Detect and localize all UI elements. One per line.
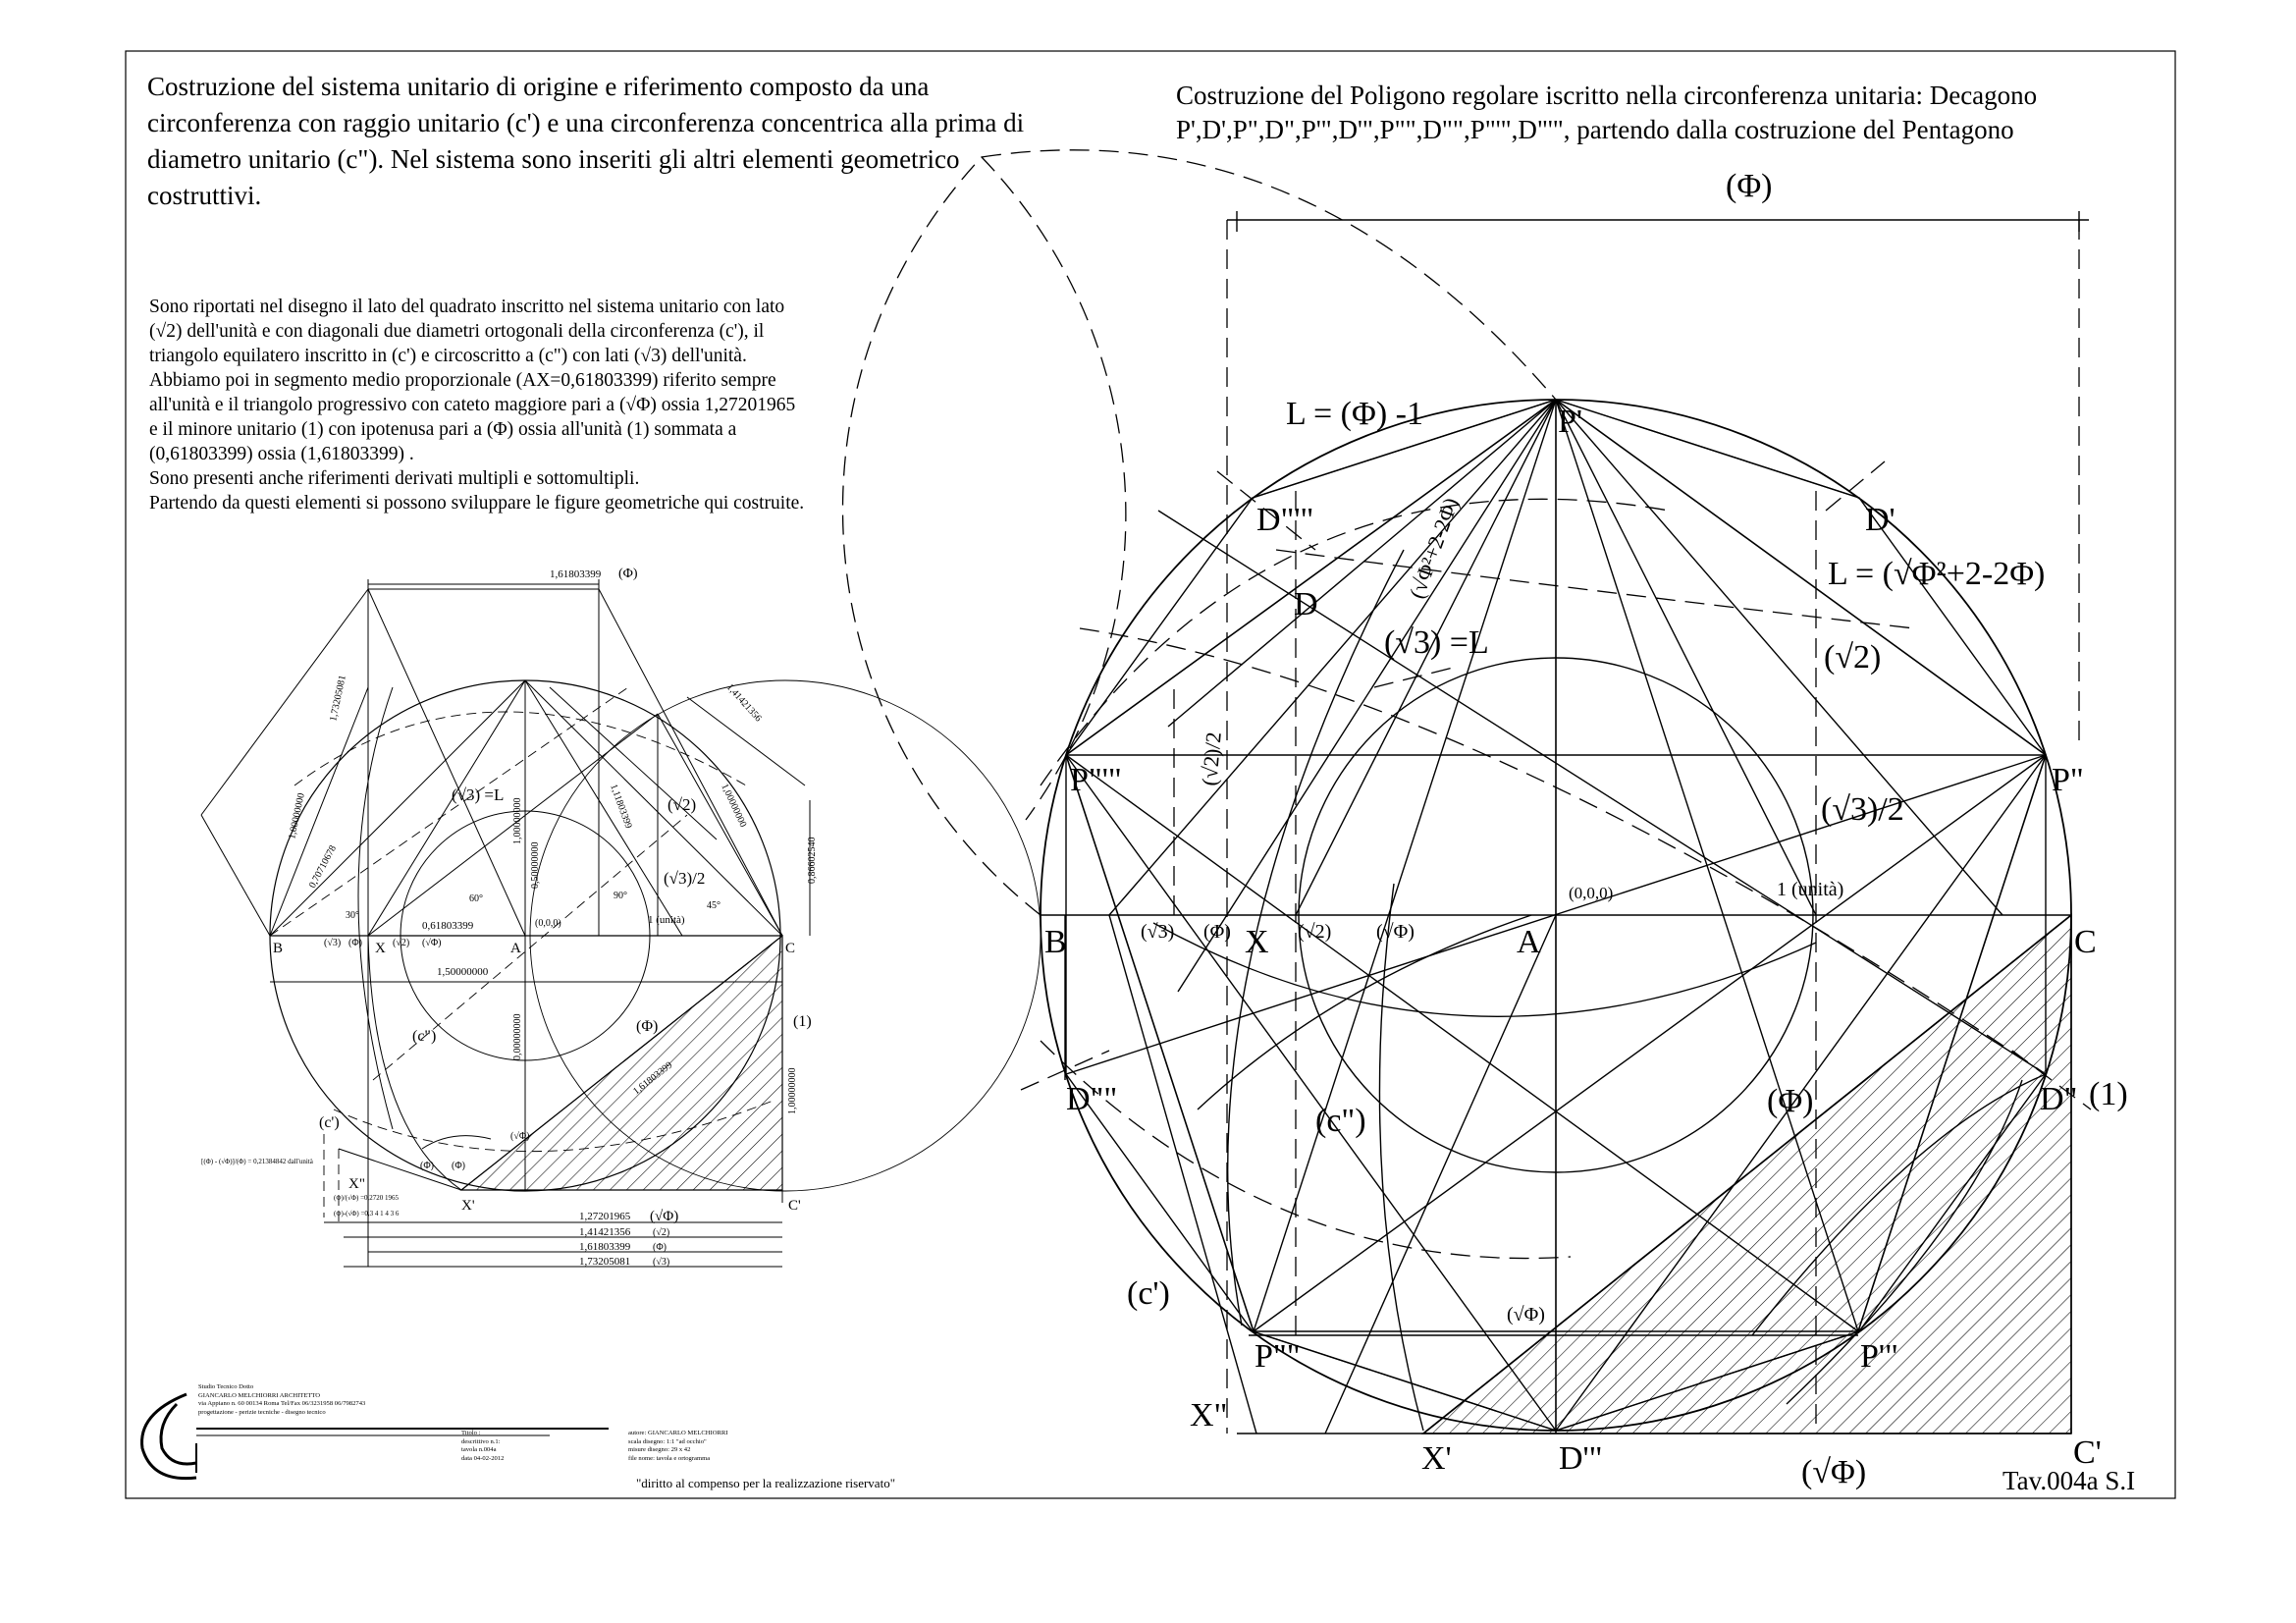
label-sqrt-phi-bottom: (√Φ)	[1801, 1454, 1867, 1490]
caption-line: data 04-02-2012	[461, 1454, 505, 1462]
svg-text:1,61803399: 1,61803399	[550, 568, 602, 580]
description-line: Partendo da questi elementi si possono sviluppare le figure geometriche qui costruite.	[149, 493, 805, 514]
svg-text:90°: 90°	[614, 891, 627, 901]
description-line: Sono riportati nel disegno il lato del quadrato inscritto nel sistema unitario con lato	[149, 297, 785, 317]
studio-line: GIANCARLO MELCHIORRI ARCHITETTO	[198, 1391, 321, 1399]
description-line: (0,61803399) ossia (1,61803399) .	[149, 444, 414, 464]
author-line: misure disegno: 29 x 42	[628, 1446, 691, 1454]
caption-line: descrittivo n.1:	[461, 1437, 501, 1445]
description-line: e il minore unitario (1) con ipotenusa pari a (Φ) ossia all'unità (1) sommata a	[149, 419, 737, 440]
label-c2: (c")	[1315, 1103, 1366, 1139]
right-title-line: Costruzione del Poligono regolare iscritto nella circonferenza unitaria: Decagono	[1176, 81, 2038, 110]
svg-text:30°: 30°	[346, 910, 359, 921]
label-base-phi: (Φ)	[1203, 921, 1231, 943]
point-X: X	[1245, 924, 1269, 960]
point-A: A	[1517, 924, 1541, 960]
svg-text:(√3): (√3)	[324, 938, 342, 948]
point-X2: X"	[1190, 1397, 1228, 1434]
svg-text:(Φ)-(√Φ) =0,3 4 1 4 3 6: (Φ)-(√Φ) =0,3 4 1 4 3 6	[334, 1210, 400, 1217]
svg-text:(0,0,0): (0,0,0)	[535, 918, 561, 929]
svg-text:1,73205081: 1,73205081	[328, 674, 348, 723]
svg-text:A: A	[510, 941, 521, 956]
svg-text:X: X	[375, 941, 386, 956]
svg-text:1,41421356: 1,41421356	[579, 1226, 631, 1238]
left-description	[149, 295, 954, 515]
description-line: Sono presenti anche riferimenti derivati multipli e sottomultipli.	[149, 468, 640, 489]
point-C: C	[2074, 924, 2097, 960]
svg-text:1,27201965: 1,27201965	[579, 1211, 631, 1222]
description-line: Abbiamo poi in segmento medio proporzionale (AX=0,61803399) riferito sempre	[149, 370, 776, 391]
svg-text:1,11803399: 1,11803399	[608, 783, 634, 831]
point-P4: P""	[1255, 1338, 1301, 1375]
point-B: B	[1044, 924, 1067, 960]
svg-text:1,41421356: 1,41421356	[723, 681, 764, 725]
description-line: triangolo equilatero inscritto in (c') e circoscritto a (c") con lati (√3) dell'unità.	[149, 346, 747, 366]
svg-text:(1): (1)	[793, 1013, 812, 1030]
point-D: D	[1294, 586, 1318, 622]
svg-text:(Φ): (Φ)	[452, 1161, 465, 1171]
svg-text:(√Φ): (√Φ)	[650, 1209, 679, 1224]
svg-text:X': X'	[461, 1198, 475, 1214]
svg-text:1,00000000: 1,00000000	[719, 782, 749, 830]
svg-text:1,00000000: 1,00000000	[287, 791, 307, 840]
svg-text:0,86602540: 0,86602540	[807, 837, 818, 884]
svg-text:(Φ)/(√Φ) =0,2720 1965: (Φ)/(√Φ) =0,2720 1965	[334, 1194, 400, 1202]
point-P2: P"	[2052, 762, 2084, 798]
point-D5: D"'"	[1256, 502, 1314, 538]
svg-text:(Φ): (Φ)	[348, 938, 362, 948]
point-D2: D"	[2040, 1081, 2078, 1117]
svg-text:[(Φ) - (√Φ)]/(Φ) = 0,21384842: [(Φ) - (√Φ)]/(Φ) = 0,21384842 dall'unità	[201, 1158, 313, 1165]
svg-text:(Φ): (Φ)	[636, 1018, 659, 1035]
label-unit: 1 (unità)	[1777, 879, 1844, 900]
label-sqrt3-half: (√3)/2	[1821, 791, 1904, 828]
studio-line: via Appiano n. 60 00134 Roma Tel/Fax 06/3231958 06/7982743	[198, 1400, 366, 1408]
label-base-sqrtphi: (√Φ)	[1376, 921, 1415, 943]
svg-text:0,00000000: 0,00000000	[512, 1013, 523, 1060]
label-diag-formula: (√Φ²+2-2Φ)	[1404, 494, 1464, 602]
svg-text:1,61803399: 1,61803399	[631, 1059, 675, 1098]
author-line: scala disegno: 1:1 "ad occhio"	[628, 1437, 707, 1445]
svg-text:45°: 45°	[707, 900, 721, 911]
svg-text:(√Φ): (√Φ)	[422, 938, 442, 948]
label-sqrt-phi-small: (√Φ)	[1507, 1304, 1545, 1325]
svg-text:1,50000000: 1,50000000	[437, 966, 489, 978]
svg-text:B: B	[273, 941, 284, 956]
svg-text:1 (unità): 1 (unità)	[648, 914, 685, 926]
svg-text:(Φ): (Φ)	[653, 1242, 667, 1253]
caption-line: Titolo :	[461, 1430, 481, 1436]
point-D1: D'	[1865, 502, 1896, 538]
svg-text:60°: 60°	[469, 893, 483, 904]
svg-text:1,00000000: 1,00000000	[512, 797, 523, 844]
label-sqrt3-L: (√3) =L	[1384, 624, 1489, 661]
svg-text:(√2): (√2)	[393, 938, 410, 948]
label-L-phi: L = (Φ) -1	[1286, 396, 1424, 432]
studio-block	[198, 1383, 630, 1417]
svg-text:(c"): (c")	[412, 1028, 437, 1045]
svg-text:0,70710678: 0,70710678	[306, 843, 339, 891]
svg-text:(√3)/2: (√3)/2	[664, 869, 706, 888]
svg-text:1,00000000: 1,00000000	[787, 1067, 798, 1114]
right-title	[1176, 79, 2275, 147]
label-sqrt2: (√2)	[1824, 639, 1882, 676]
svg-text:(c'): (c')	[319, 1114, 340, 1131]
svg-text:0,50000000: 0,50000000	[530, 841, 541, 889]
svg-text:0,61803399: 0,61803399	[422, 920, 474, 932]
svg-text:(√3): (√3)	[653, 1257, 670, 1268]
description-line: (√2) dell'unità e con diagonali due diametri ortogonali della circonferenza (c'), il	[149, 321, 765, 342]
right-figure	[1041, 211, 2089, 1434]
label-phi-mid: (Φ)	[1767, 1083, 1814, 1119]
point-P1: P'	[1558, 404, 1583, 440]
label-L-formula: L = (√Φ²+2-2Φ)	[1828, 556, 2046, 592]
author-line: file nome: tavola e ortogramma	[628, 1454, 711, 1462]
svg-text:X": X"	[348, 1176, 365, 1192]
label-origin: (0,0,0)	[1569, 884, 1614, 902]
svg-text:(√2): (√2)	[653, 1227, 670, 1238]
author-line: autore: GIANCARLO MELCHIORRI	[628, 1430, 728, 1436]
point-P5: P"'"	[1070, 762, 1122, 798]
author-block	[628, 1430, 825, 1463]
point-D4: D""	[1066, 1081, 1118, 1117]
left-figure	[201, 579, 1041, 1267]
tavola-id: Tav.004a S.I	[2002, 1466, 2136, 1495]
label-phi-top: (Φ)	[1726, 168, 1773, 204]
studio-line: progettazione - perizie tecniche - disegno tecnico	[198, 1408, 326, 1416]
svg-text:C': C'	[788, 1198, 801, 1214]
svg-text:(√3) =L: (√3) =L	[452, 785, 505, 804]
label-one: (1)	[2089, 1076, 2128, 1112]
point-C1: C'	[2073, 1434, 2102, 1471]
caption-line: tavola n.004a	[461, 1446, 497, 1454]
svg-text:(√2): (√2)	[667, 795, 697, 814]
svg-text:1,73205081: 1,73205081	[579, 1256, 631, 1268]
left-title: Costruzione del sistema unitario di origine e riferimento composto da una circonferenza con raggio unitario (c') e una circonferenza concentrica alla prima di diametro unitario (c"). Nel sistema sono inseriti gli altri elementi geometrico costruttivi.	[147, 72, 1025, 210]
label-base-sqrt3: (√3)	[1141, 921, 1175, 943]
svg-text:(Φ): (Φ)	[618, 567, 638, 581]
svg-text:C: C	[785, 941, 796, 956]
label-sqrt2-half: (√2)/2	[1197, 730, 1226, 787]
svg-text:(√Φ): (√Φ)	[510, 1131, 530, 1142]
point-P3: P'"	[1860, 1338, 1898, 1375]
right-title-line: P',D',P",D",P'",D'",P"",D"",P"'",D"'", partendo dalla costruzione del Pentagono	[1176, 115, 2014, 144]
studio-line: Studio Tecnico Dotto	[198, 1383, 254, 1390]
rights-notice: "diritto al compenso per la realizzazione riservato"	[636, 1476, 895, 1490]
point-X1: X'	[1421, 1440, 1452, 1477]
svg-text:1,61803399: 1,61803399	[579, 1241, 631, 1253]
label-c1: (c')	[1127, 1275, 1170, 1312]
caption-block	[461, 1430, 618, 1463]
svg-text:(Φ): (Φ)	[420, 1161, 434, 1171]
description-line: all'unità e il triangolo progressivo con cateto maggiore pari a (√Φ) ossia 1,27201965	[149, 395, 796, 415]
label-base-sqrt2: (√2)	[1298, 921, 1332, 943]
point-D3: D'"	[1559, 1440, 1603, 1477]
